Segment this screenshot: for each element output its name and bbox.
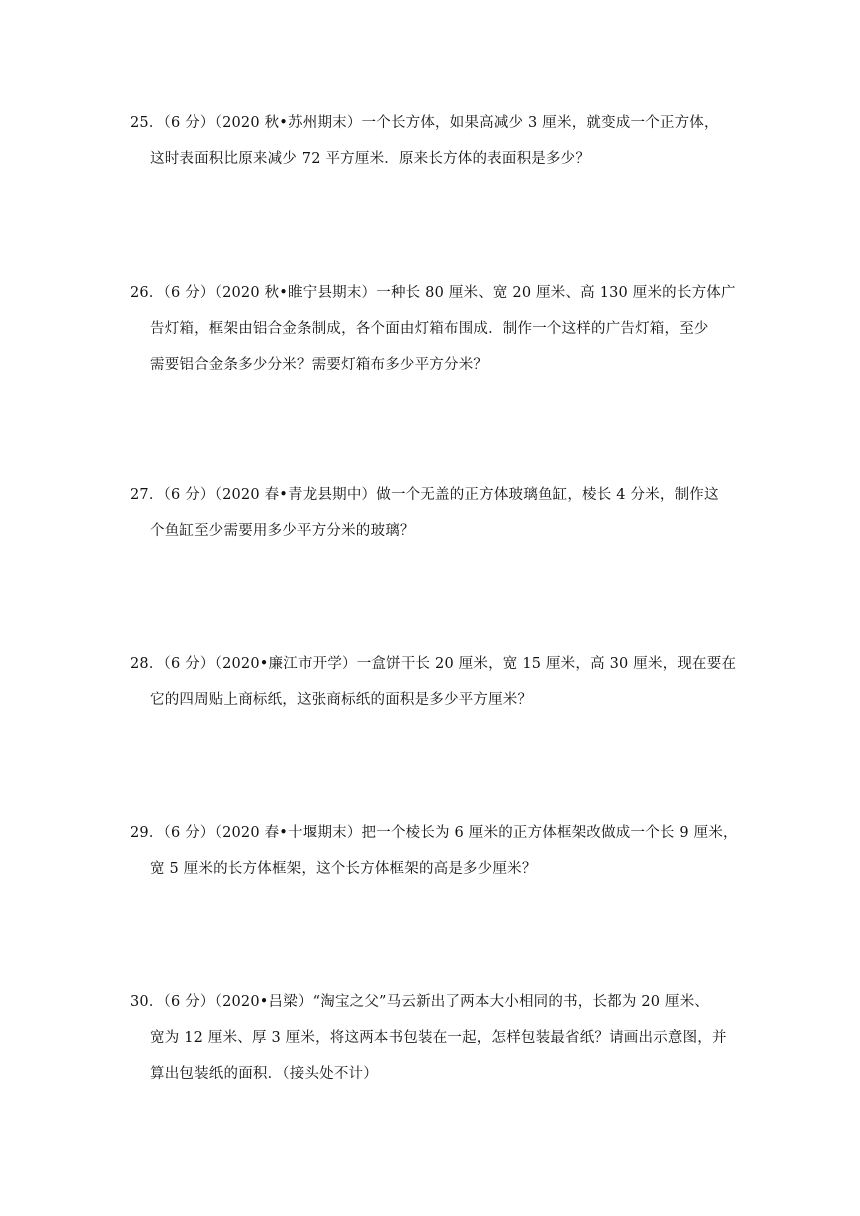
- problem-27-line-1: 27．（6 分）（2020 春•青龙县期中）做一个无盖的正方体玻璃鱼缸，棱长 4 分米，制作这: [130, 487, 719, 503]
- problem-27-line-2: 个鱼缸至少需要用多少平方分米的玻璃？: [150, 523, 415, 539]
- problem-25: [130, 105, 750, 177]
- problem-26: [130, 275, 750, 383]
- problem-29-line-1: 29．（6 分）（2020 春•十堰期末）把一个棱长为 6 厘米的正方体框架改做成一个长 9 厘米，: [130, 825, 738, 841]
- problem-30-line-1: 30．（6 分）（2020•吕梁）“淘宝之父”马云新出了两本大小相同的书，长都为 20 厘米、: [130, 994, 710, 1010]
- problem-29: [130, 815, 750, 887]
- problem-30-line-2: 宽为 12 厘米、厚 3 厘米，将这两本书包装在一起，怎样包装最省纸？请画出示意图，并: [150, 1030, 727, 1046]
- problem-25-line-1: 25．（6 分）（2020 秋•苏州期末）一个长方体，如果高减少 3 厘米，就变成一个正方体，: [130, 115, 719, 131]
- problem-30: [130, 984, 750, 1092]
- problem-25-line-2: 这时表面积比原来减少 72 平方厘米．原来长方体的表面积是多少？: [150, 151, 591, 167]
- problem-26-line-3: 需要铝合金条多少分米？需要灯箱布多少平方分米？: [150, 357, 489, 373]
- problem-27: [130, 477, 750, 549]
- problem-26-line-1: 26．（6 分）（2020 秋•睢宁县期末）一种长 80 厘米、宽 20 厘米、高 130 厘米的长方体广: [130, 285, 736, 301]
- problem-28: [130, 646, 750, 718]
- problem-26-line-2: 告灯箱，框架由铝合金条制成，各个面由灯箱布围成．制作一个这样的广告灯箱，至少: [150, 321, 709, 337]
- problem-30-line-3: 算出包装纸的面积．（接头处不计）: [150, 1066, 378, 1082]
- problem-29-line-2: 宽 5 厘米的长方体框架，这个长方体框架的高是多少厘米？: [150, 861, 537, 877]
- problem-28-line-1: 28．（6 分）（2020•廉江市开学）一盒饼干长 20 厘米，宽 15 厘米，高 30 厘米，现在要在: [130, 656, 737, 672]
- problem-28-line-2: 它的四周贴上商标纸，这张商标纸的面积是多少平方厘米？: [150, 692, 533, 708]
